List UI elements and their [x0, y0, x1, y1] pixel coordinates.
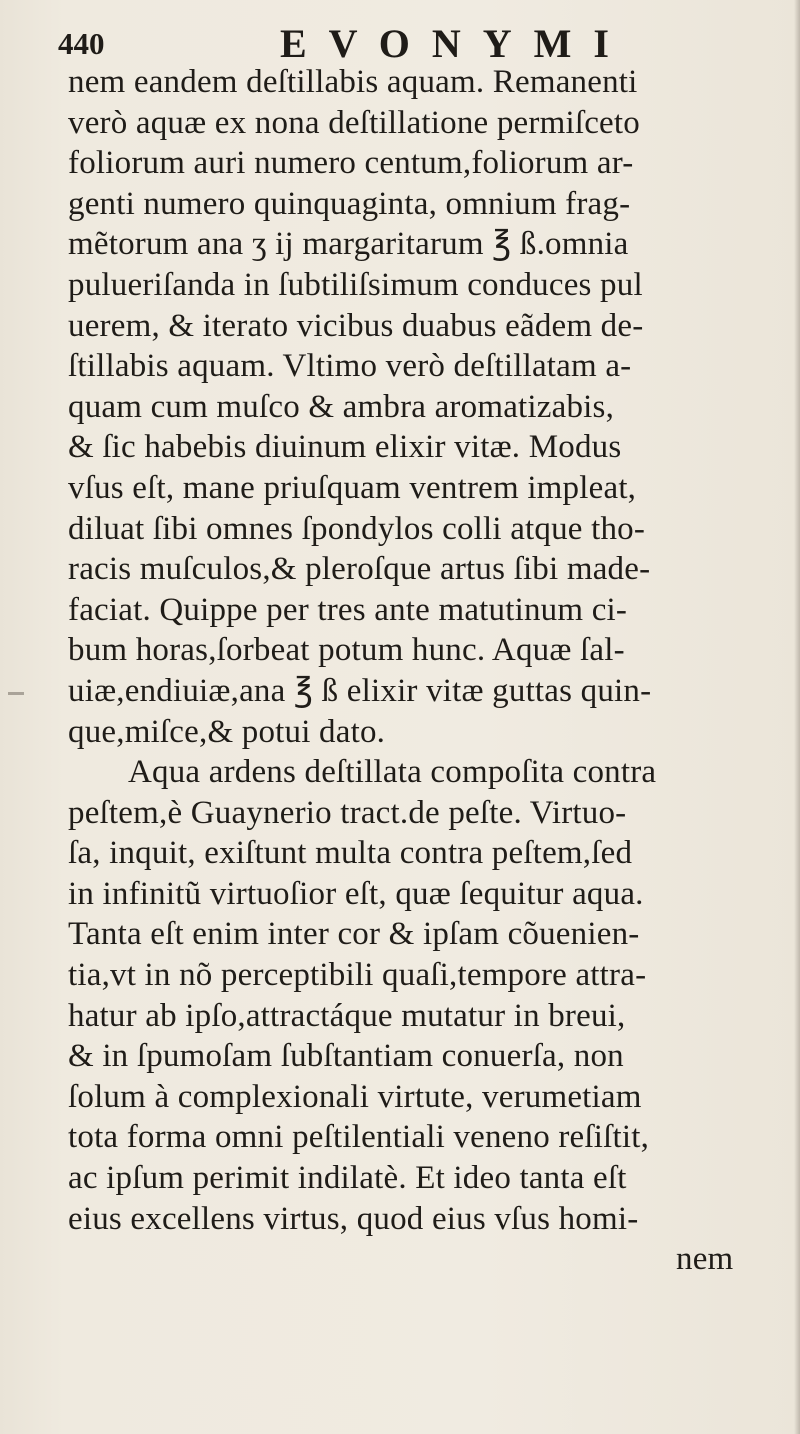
text-line: foliorum auri numero centum,foliorum ar-	[68, 145, 634, 182]
text-line: mẽtorum ana ʒ ij margaritarum ℥ ß.omnia	[68, 226, 629, 263]
text-line: vſus eſt, mane priuſquam ventrem impleat,	[68, 469, 637, 506]
text-line: ac ipſum perimit indilatè. Et ideo tanta eſt	[68, 1160, 627, 1197]
text-line: & ſic habebis diuinum elixir vitæ. Modus	[68, 429, 622, 466]
text-line: pulueriſanda in ſubtiliſsimum conduces pul	[68, 266, 643, 303]
text-line: eius excellens virtus, quod eius vſus homi-	[68, 1200, 639, 1237]
body-text	[68, 62, 768, 1280]
text-line: nem eandem deſtillabis aquam. Remanenti	[68, 64, 638, 100]
text-line: ſolum à complexionali virtute, verumetiam	[68, 1078, 642, 1115]
text-line: ſtillabis aquam. Vltimo verò deſtillatam a-	[68, 348, 632, 385]
text-line: uerem, & iterato vicibus duabus eãdem de-	[68, 307, 644, 344]
catchword: nem	[676, 1241, 734, 1278]
text-line: genti numero quinquaginta, omnium frag-	[68, 185, 631, 222]
text-line: diluat ſibi omnes ſpondylos colli atque tho-	[68, 510, 646, 547]
page-number: 440	[58, 26, 105, 61]
paragraph-start-line: Aqua ardens deſtillata compoſita contra	[128, 754, 657, 791]
running-title: EVONYMI	[280, 21, 631, 66]
text-line: uiæ,endiuiæ,ana ℥ ß elixir vitæ guttas quin-	[68, 672, 652, 709]
text-line: ſa, inquit, exiſtunt multa contra peſtem,ſed	[68, 835, 633, 872]
text-line: peſtem,è Guaynerio tract.de peſte. Virtuo-	[68, 794, 627, 831]
text-line: que,miſce,& potui dato.	[68, 713, 386, 750]
page-edge-shadow	[794, 0, 800, 1434]
margin-mark	[8, 692, 24, 695]
text-line: tia,vt in nõ perceptibili quaſi,tempore attra-	[68, 957, 647, 994]
text-line: in infinitũ virtuoſior eſt, quæ ſequitur aqua.	[68, 875, 644, 912]
text-line: bum horas,ſorbeat potum hunc. Aquæ ſal-	[68, 632, 625, 669]
text-line: hatur ab ipſo,attractáque mutatur in breui,	[68, 997, 626, 1034]
text-line: Tanta eſt enim inter cor & ipſam cõuenien-	[68, 916, 640, 953]
text-line: racis muſculos,& pleroſque artus ſibi made-	[68, 551, 651, 588]
text-line: tota forma omni peſtilentiali veneno reſiſtit,	[68, 1119, 650, 1156]
text-line: quam cum muſco & ambra aromatizabis,	[68, 388, 615, 425]
text-line: faciat. Quippe per tres ante matutinum ci-	[68, 591, 628, 628]
text-line: verò aquæ ex nona deſtillatione permiſceto	[68, 104, 640, 141]
text-line: & in ſpumoſam ſubſtantiam conuerſa, non	[68, 1038, 624, 1075]
